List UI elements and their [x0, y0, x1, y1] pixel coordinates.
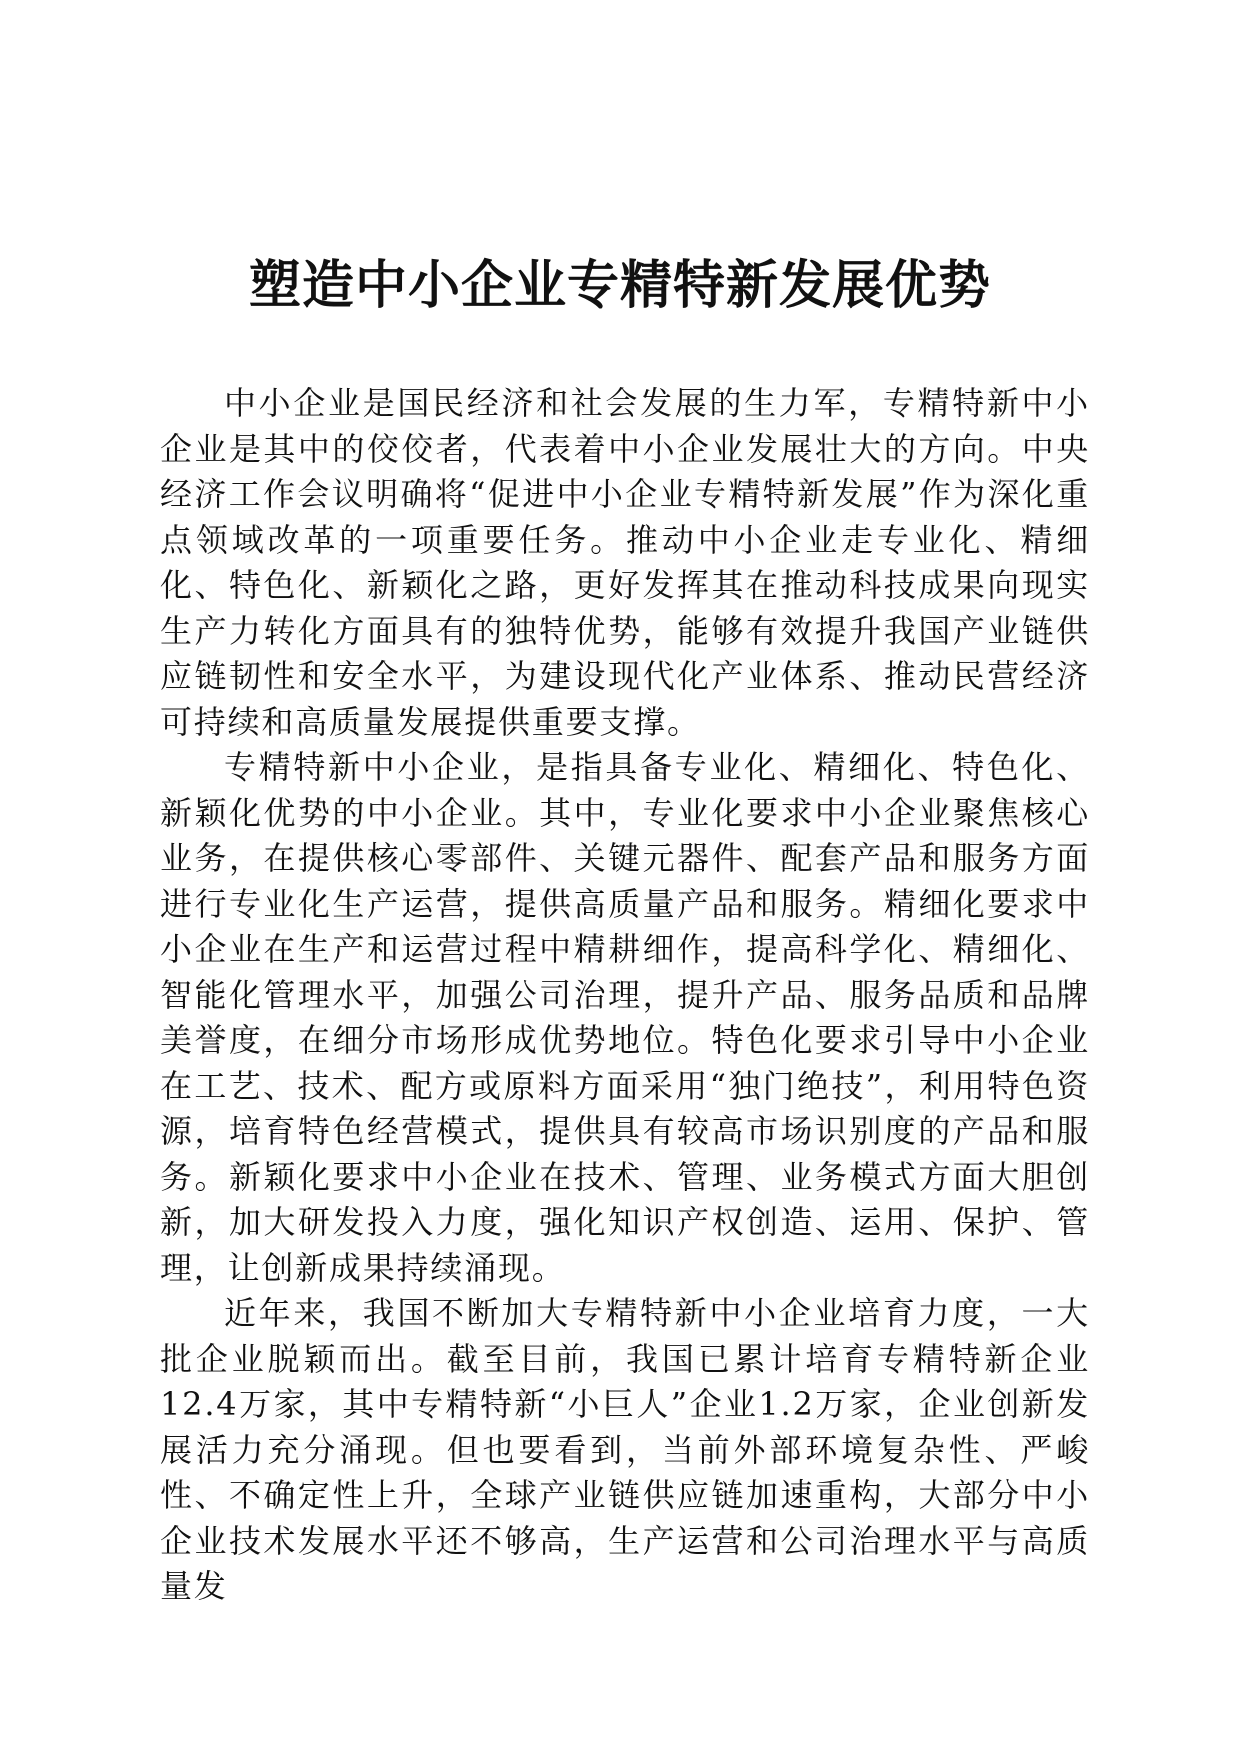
paragraph: 近年来，我国不断加大专精特新中小企业培育力度，一大批企业脱颖而出。截至目前，我国已累计培育专精特新企业12.4万家，其中专精特新“小巨人”企业1.2万家，企业创新发展活力充分涌现。但也要看到，当前外部环境复杂性、严峻性、不确定性上升，全球产业链供应链加速重构，大部分中小企业技术发展水平还不够高，生产运营和公司治理水平与高质量发: [160, 1294, 1090, 1605]
paragraph: 专精特新中小企业，是指具备专业化、精细化、特色化、新颖化优势的中小企业。其中，专业化要求中小企业聚焦核心业务，在提供核心零部件、关键元器件、配套产品和服务方面进行专业化生产运营，提供高质量产品和服务。精细化要求中小企业在生产和运营过程中精耕细作，提高科学化、精细化、智能化管理水平，加强公司治理，提升产品、服务品质和品牌美誉度，在细分市场形成优势地位。特色化要求引导中小企业在工艺、技术、配方或原料方面采用“独门绝技”，利用特色资源，培育特色经营模式，提供具有较高市场识别度的产品和服务。新颖化要求中小企业在技术、管理、业务模式方面大胆创新，加大研发投入力度，强化知识产权创造、运用、保护、管理，让创新成果持续涌现。: [160, 748, 1090, 1287]
paragraph: 中小企业是国民经济和社会发展的生力军，专精特新中小企业是其中的佼佼者，代表着中小企业发展壮大的方向。中央经济工作会议明确将“促进中小企业专精特新发展”作为深化重点领域改革的一项重要任务。推动中小企业走专业化、精细化、特色化、新颖化之路，更好发挥其在推动科技成果向现实生产力转化方面具有的独特优势，能够有效提升我国产业链供应链韧性和安全水平，为建设现代化产业体系、推动民营经济可持续和高质量发展提供重要支撑。: [160, 384, 1090, 741]
document-title: 塑造中小企业专精特新发展优势: [248, 255, 991, 316]
document-body: [160, 381, 1090, 1610]
